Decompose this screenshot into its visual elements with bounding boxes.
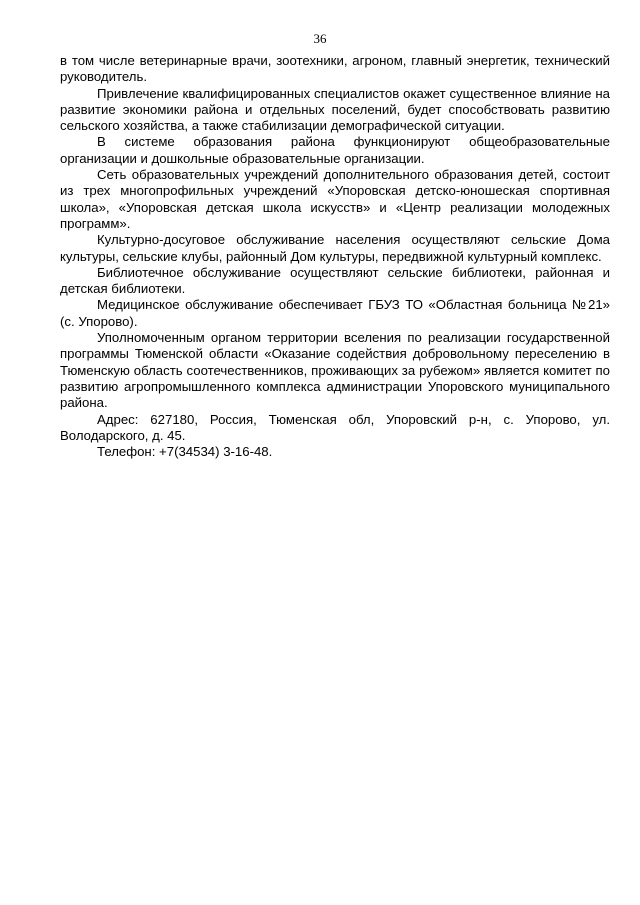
paragraph-specialists-impact: Привлечение квалифицированных специалистов окажет существенное влияние на развитие экономики района и отдельных поселений, будет способствовать развитию сельского хозяйства, а также стабилизации демографической ситуации.: [60, 85, 610, 134]
paragraph-specialists-list: в том числе ветеринарные врачи, зоотехники, агроном, главный энергетик, технический руководитель.: [60, 53, 610, 85]
paragraph-medical-services: Медицинское обслуживание обеспечивает ГБУЗ ТО «Областная больница №21» (с. Упорово).: [60, 297, 610, 329]
paragraph-address: Адрес: 627180, Россия, Тюменская обл, Упоровский р-н, с. Упорово, ул. Володарского, д. 45.: [60, 411, 610, 443]
page-number: 36: [313, 31, 327, 46]
paragraph-phone: Телефон: +7(34534) 3-16-48.: [97, 444, 273, 460]
paragraph-cultural-services: Культурно-досуговое обслуживание населения осуществляют сельские Дома культуры, сельские клубы, районный Дом культуры, передвижной культурный комплекс.: [60, 232, 610, 264]
paragraph-library-services: Библиотечное обслуживание осуществляют сельские библиотеки, районная и детская библиотеки.: [60, 264, 610, 297]
paragraph-authorized-body: Уполномоченным органом территории вселения по реализации государственной программы Тюменской области «Оказание содействия добровольному переселению в Тюменскую область соотечественников, проживающих за рубежом» является комитет по развитию агропромышленного комплекса администрации Упоровского муниципального района.: [60, 330, 610, 411]
paragraph-education-system: В системе образования района функционируют общеобразовательные организации и дошкольные образовательные организации.: [60, 134, 610, 166]
paragraph-additional-education: Сеть образовательных учреждений дополнительного образования детей, состоит из трех многопрофильных учреждений «Упоровская детско-юношеская спортивная школа», «Упоровская детская школа искусств» и «Центр реализации молодежных программ».: [60, 167, 610, 231]
document-body: [60, 53, 610, 460]
